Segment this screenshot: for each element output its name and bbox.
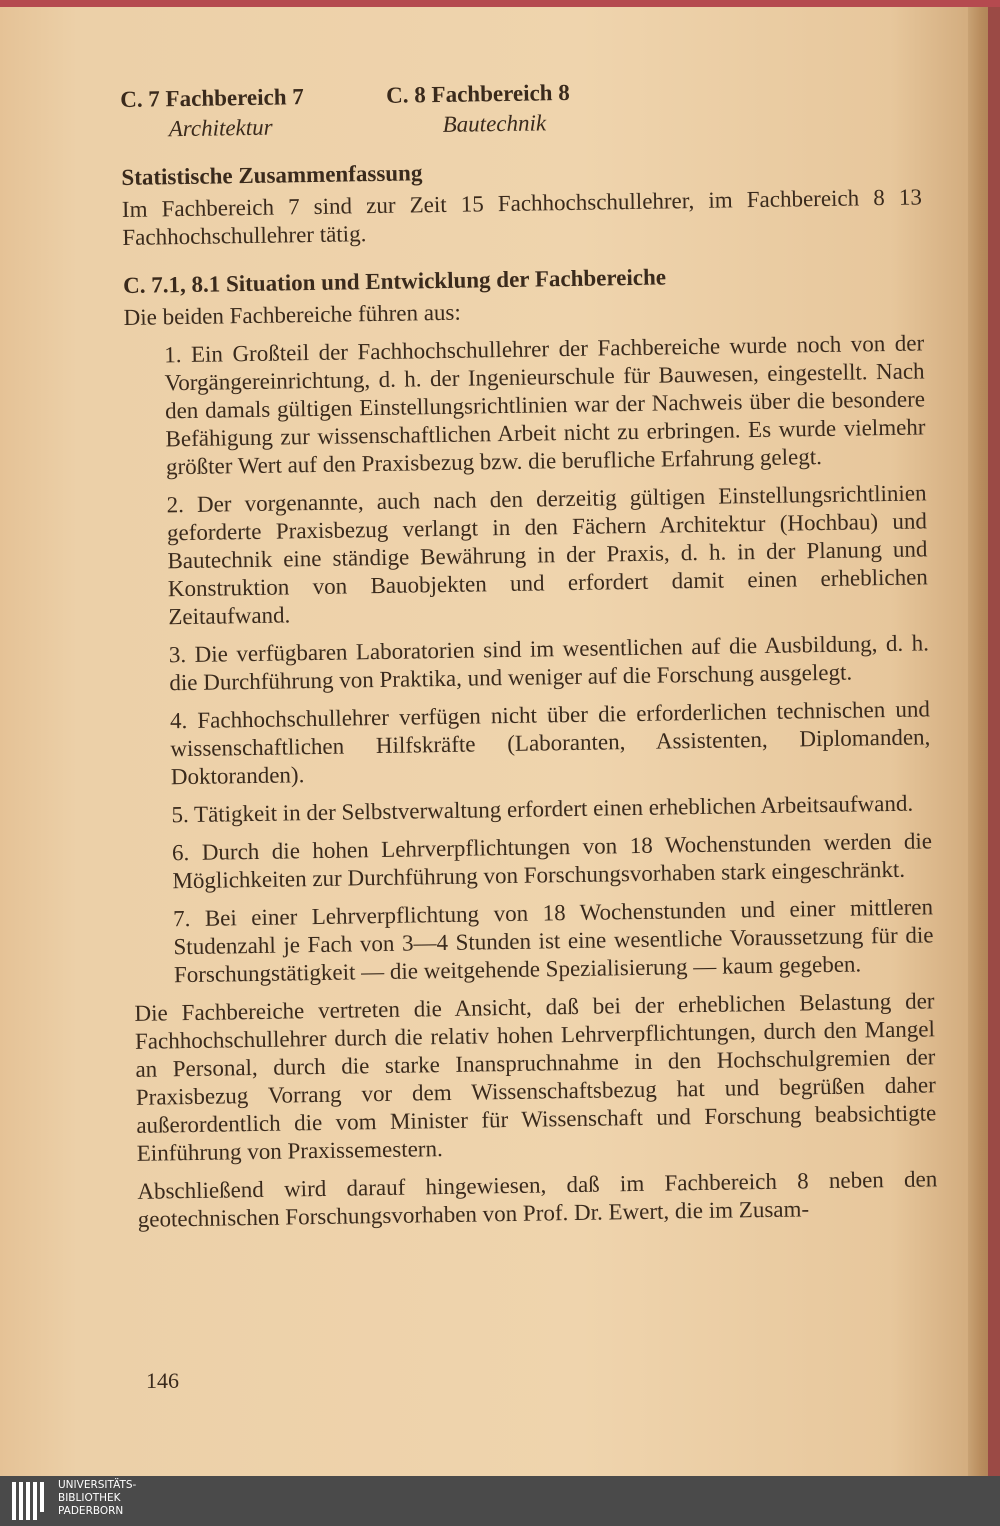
page-number: 146	[146, 1368, 179, 1393]
library-logo-icon	[12, 1482, 50, 1522]
book-cover-edge	[988, 0, 1000, 1476]
summary-text: Im Fachbereich 7 sind zur Zeit 15 Fachhochschullehrer, im Fachbereich 8 13 Fachhochschullehrer tätig.	[121, 184, 923, 250]
list-item: 3. Die verfügbaren Laboratorien sind im wesentlichen auf die Ausbildung, d. h. die Durchführung von Praktika, und weniger auf die Forschung ausgelegt.	[168, 630, 930, 696]
list-item: 7. Bei einer Lehrverpflichtung von 18 Wochenstunden und einer mittleren Studenzahl je Fach von 3—4 Stunden ist eine wesentliche Voraussetzung für die Forschungstätigkeit — die weitgehende Spezialisierung — kaum gegeben.	[172, 894, 934, 988]
heading-7-title: C. 7 Fachbereich 7	[120, 84, 304, 112]
library-logo-text[interactable]	[58, 1479, 136, 1518]
section-intro: Die beiden Fachbereiche führen aus:	[123, 299, 461, 330]
logo-line-2: BIBLIOTHEK	[58, 1492, 121, 1504]
logo-line-3: PADERBORN	[58, 1505, 124, 1517]
body-paragraph: Abschließend wird darauf hingewiesen, daß im Fachbereich 8 neben den geotechnischen Forschungsvorhaben von Prof. Dr. Ewert, die im Zusam-	[137, 1166, 938, 1232]
logo-line-1: UNIVERSITÄTS-	[58, 1479, 137, 1491]
list-item: 6. Durch die hohen Lehrverpflichtungen von 18 Wochenstunden werden die Möglichkeiten zur Durchführung von Forschungsvorhaben stark eingeschränkt.	[171, 828, 933, 894]
numbered-list	[124, 329, 934, 989]
library-footer	[0, 1476, 1000, 1526]
list-item: 1. Ein Großteil der Fachhochschullehrer der Fachbereiche wurde noch von der Vorgängereinrichtung, d. h. der Ingenieurschule für Bauwesen, eingestellt. Nach den damals gültigen Einstellungsrichtlinien war der Nachweis über die besondere Befähigung zur wissenschaftlichen Arbeit nicht zu erbringen. Es wurde vielmehr größter Wert auf den Praxisbezug bzw. die berufliche Erfahrung gelegt.	[164, 330, 926, 480]
cover-top-band	[0, 0, 1000, 7]
body-paragraph: Die Fachbereiche vertreten die Ansicht, daß bei der erheblichen Belastung der Fachhochschullehrer durch die relativ hohen Lehrverpflichtungen, durch den Mangel an Personal, durch die starke Inanspruchnahme in den Hochschulgremien der Praxisbezug Vorrang vor dem Wissenschaftsbezug hat und begrüßen daher außerordentlich die vom Minister für Wissenschaft und Forschung beabsichtigte Einführung von Praxissemestern.	[134, 988, 937, 1166]
list-item: 2. Der vorgenannte, auch nach den derzeitig gültigen Einstellungsrichtlinien geforderte Praxisbezug verlangt in den Fächern Architektur (Hochbau) und Bautechnik eine ständige Bewährung in der Praxis, d. h. in der Planung und Konstruktion von Bauobjekten und erfordert damit einen erheblichen Zeitaufwand.	[166, 480, 929, 630]
heading-fachbereich-8	[386, 79, 587, 140]
heading-8-subtitle: Bautechnik	[442, 110, 547, 137]
heading-8-title: C. 8 Fachbereich 8	[385, 79, 570, 108]
section-title: C. 7.1, 8.1 Situation und Entwicklung der Fachbereiche	[122, 264, 667, 298]
list-item: 5. Tätigkeit in der Selbstverwaltung erfordert einen erheblichen Arbeitsaufwand.	[171, 790, 914, 828]
page-content	[120, 73, 938, 1243]
summary-title: Statistische Zusammenfassung	[121, 160, 423, 190]
heading-fachbereich-7	[120, 83, 321, 144]
heading-7-subtitle: Architektur	[168, 114, 273, 142]
list-item: 4. Fachhochschullehrer verfügen nicht über die erforderlichen technischen und wissenschaftlichen Hilfskräfte (Laboranten, Assistenten, Diplomanden, Doktoranden).	[169, 696, 931, 790]
chapter-headings	[120, 73, 921, 144]
